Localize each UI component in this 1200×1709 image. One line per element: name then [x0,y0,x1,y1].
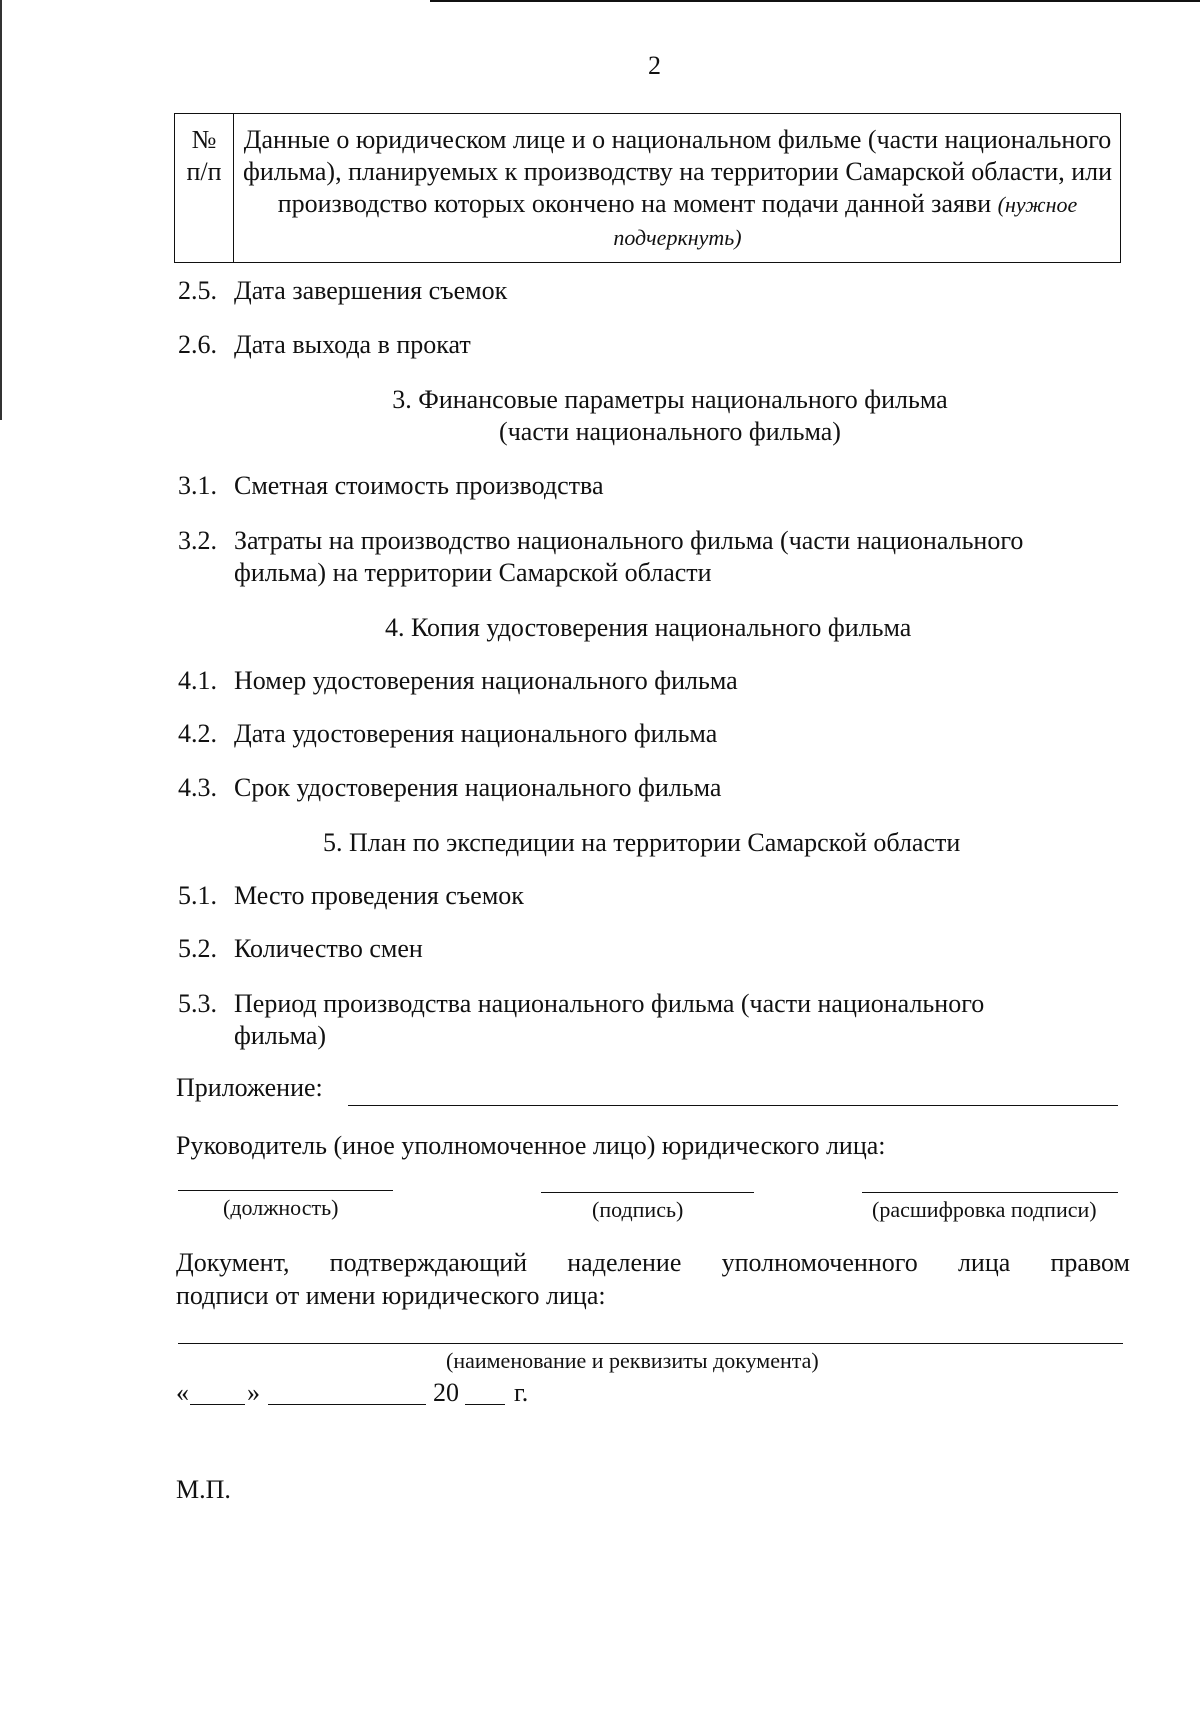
item-number-3-1: 3.1. [178,471,217,500]
signature-line [541,1192,754,1193]
item-number-5-1: 5.1. [178,881,217,910]
item-number-5-3: 5.3. [178,989,217,1018]
item-label-2-5: Дата завершения съемок [234,276,508,305]
scan-edge-left [0,0,2,420]
document-details-line [178,1343,1123,1344]
item-label-5-3-line2: фильма) [234,1021,327,1050]
item-label-3-2-line1: Затраты на производство национального фильма (части национального [234,526,1024,555]
attachment-label: Приложение: [176,1073,323,1102]
date-day-line [190,1404,245,1405]
item-label-4-2: Дата удостоверения национального фильма [234,719,718,748]
section-3-heading [370,384,970,448]
header-table [174,113,1121,263]
signature-caption: (подпись) [592,1197,684,1222]
header-number-symbol: № [191,125,217,154]
item-label-5-3-line1: Период производства национального фильма (части национального [234,989,985,1018]
header-table-divider [233,114,234,262]
item-number-5-2: 5.2. [178,934,217,963]
signature-decoding-line [862,1192,1118,1193]
document-details-caption: (наименование и реквизиты документа) [446,1348,819,1373]
item-number-3-2: 3.2. [178,526,217,555]
attachment-line [348,1105,1118,1106]
head-label: Руководитель (иное уполномоченное лицо) юридического лица: [176,1131,886,1160]
item-label-2-6: Дата выхода в прокат [234,330,471,359]
item-number-2-6: 2.6. [178,330,217,359]
item-number-2-5: 2.5. [178,276,217,305]
page-number: 2 [648,51,661,80]
header-description-note: (нужное подчеркнуть) [613,192,1078,250]
position-line [178,1190,393,1191]
authority-document-line2: подписи от имени юридического лица: [176,1281,606,1310]
header-description-text: Данные о юридическом лице и о национальном фильме (части национального фильма), планируемых к производству на территории Самарской области, или производство которых окончено на момент подачи данной заяви [243,125,1112,218]
date-close-quote: » [247,1378,260,1407]
signature-decoding-caption: (расшифровка подписи) [872,1197,1097,1222]
position-caption: (должность) [223,1195,339,1220]
section-3-heading-line1: 3. Финансовые параметры национального фильма [392,385,948,414]
stamp-place-label: М.П. [176,1475,231,1504]
date-year-prefix: 20 [433,1378,459,1407]
item-number-4-2: 4.2. [178,719,217,748]
section-3-heading-line2: (части национального фильма) [499,417,841,446]
item-label-4-1: Номер удостоверения национального фильма [234,666,738,695]
item-label-3-1: Сметная стоимость производства [234,471,604,500]
date-year-line [465,1404,505,1405]
item-number-4-3: 4.3. [178,773,217,802]
item-label-5-2: Количество смен [234,934,423,963]
item-number-4-1: 4.1. [178,666,217,695]
item-label-4-3: Срок удостоверения национального фильма [234,773,722,802]
section-5-heading: 5. План по экспедиции на территории Самарской области [323,828,961,857]
authority-document-line1: Документ, подтверждающий наделение уполномоченного лица правом [176,1248,1130,1277]
item-label-3-2-line2: фильма) на территории Самарской области [234,558,712,587]
date-month-line [268,1404,426,1405]
header-number-abbr: п/п [186,157,222,186]
date-year-suffix: г. [514,1378,529,1407]
header-number-cell [175,124,233,188]
item-label-5-1: Место проведения съемок [234,881,524,910]
date-open-quote: « [176,1378,189,1407]
section-4-heading: 4. Копия удостоверения национального фильма [385,613,912,642]
header-description-cell [235,124,1120,254]
scan-edge-top [430,0,1200,2]
